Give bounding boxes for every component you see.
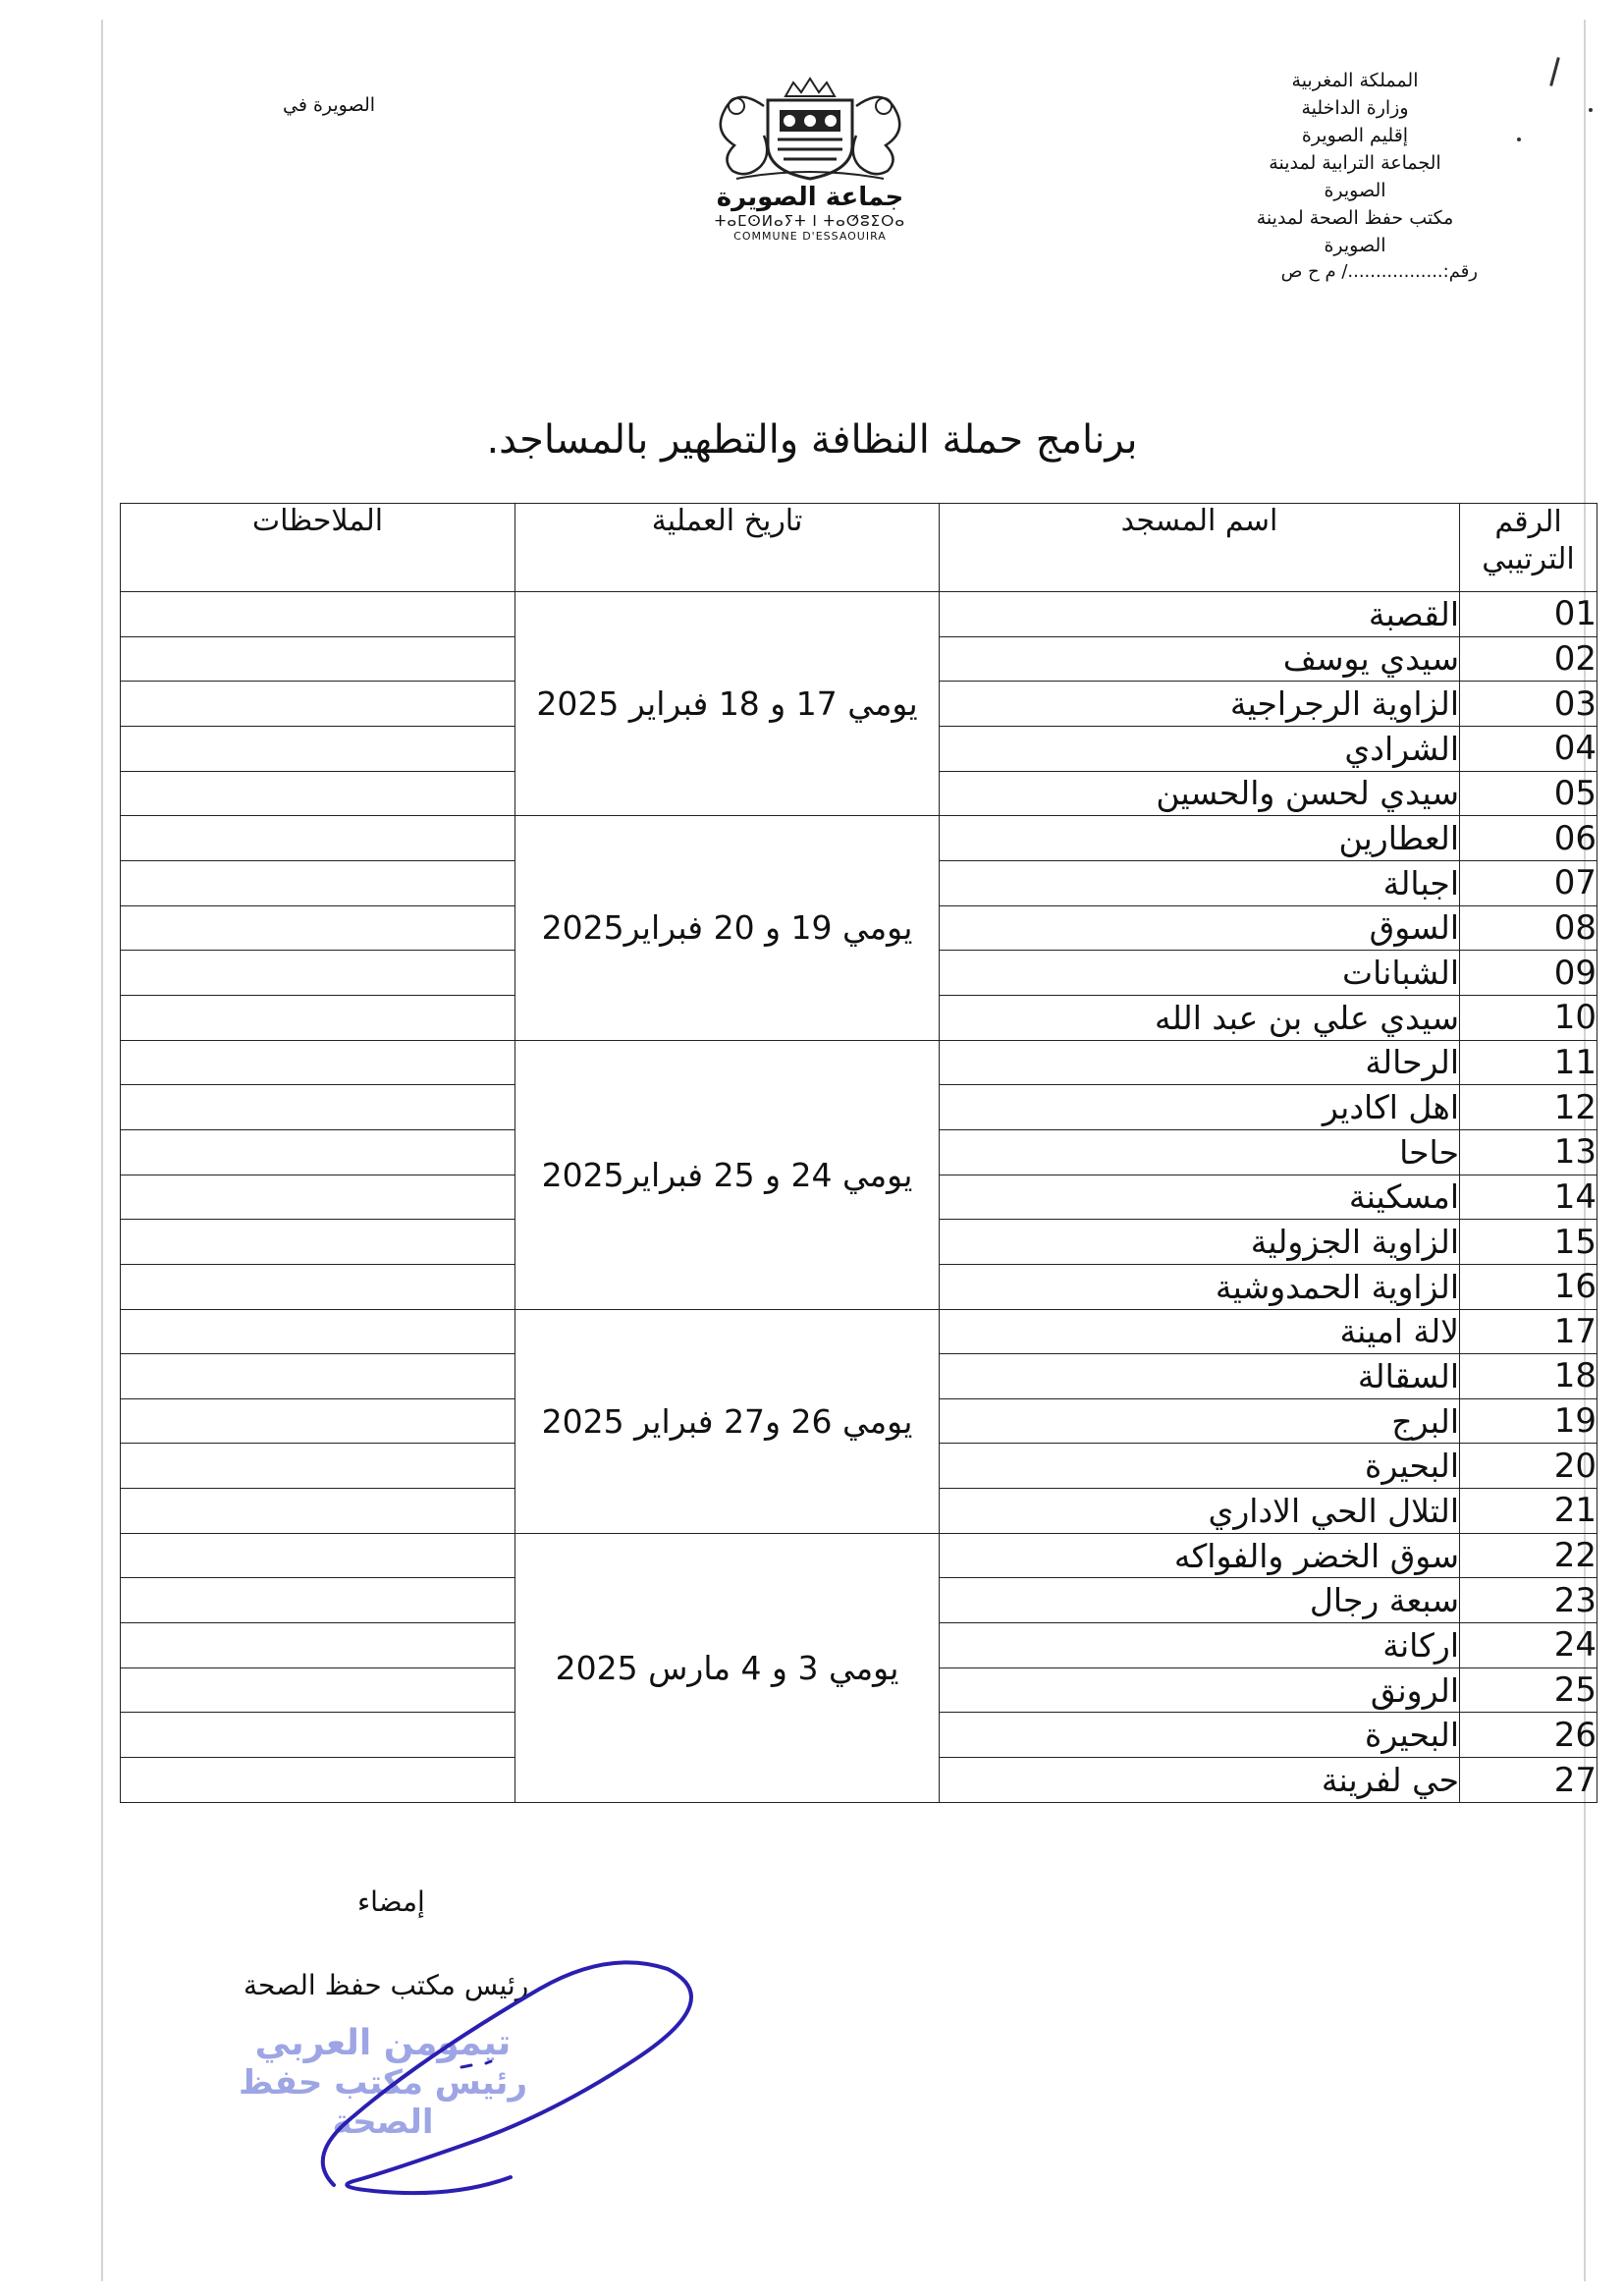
mosque-name: الرحالة bbox=[940, 1040, 1460, 1085]
mosque-name: التلال الحي الاداري bbox=[940, 1489, 1460, 1534]
notes-cell bbox=[121, 1175, 515, 1220]
row-number: 18 bbox=[1460, 1354, 1597, 1399]
notes-cell bbox=[121, 1713, 515, 1758]
mosque-cleaning-schedule-table bbox=[120, 503, 1597, 1803]
notes-cell bbox=[121, 771, 515, 816]
scan-mark bbox=[1549, 57, 1560, 86]
notes-cell bbox=[121, 1264, 515, 1309]
notes-cell bbox=[121, 1533, 515, 1578]
mosque-name: البرج bbox=[940, 1398, 1460, 1444]
operation-date: يومي 26 و27 فبراير 2025 bbox=[515, 1309, 940, 1533]
mosque-name: اجبالة bbox=[940, 860, 1460, 905]
row-number: 04 bbox=[1460, 726, 1597, 771]
signature-label: إمضاء bbox=[357, 1886, 425, 1918]
mosque-name: حي لفرينة bbox=[940, 1758, 1460, 1803]
operation-date: يومي 17 و 18 فبراير 2025 bbox=[515, 592, 940, 816]
notes-cell bbox=[121, 860, 515, 905]
row-number: 22 bbox=[1460, 1533, 1597, 1578]
mosque-name: سوق الخضر والفواكه bbox=[940, 1533, 1460, 1578]
row-number: 25 bbox=[1460, 1667, 1597, 1713]
mosque-name: الرونق bbox=[940, 1667, 1460, 1713]
table-body bbox=[121, 592, 1597, 1803]
operation-date: يومي 24 و 25 فبراير2025 bbox=[515, 1040, 940, 1309]
row-number: 16 bbox=[1460, 1264, 1597, 1309]
document-title: برنامج حملة النظافة والتطهير بالمساجد. bbox=[486, 417, 1138, 463]
table-row bbox=[121, 1309, 1597, 1354]
admin-line: إقليم الصويرة bbox=[1301, 125, 1409, 146]
notes-cell bbox=[121, 905, 515, 951]
notes-cell bbox=[121, 995, 515, 1040]
row-number: 17 bbox=[1460, 1309, 1597, 1354]
emblem-french-text: COMMUNE D'ESSAOUIRA bbox=[733, 230, 887, 243]
notes-cell bbox=[121, 726, 515, 771]
reference-number: رقم:................./ م ح ص bbox=[1280, 261, 1478, 282]
table-row bbox=[121, 1040, 1597, 1085]
notes-cell bbox=[121, 636, 515, 682]
operation-date: يومي 19 و 20 فبراير2025 bbox=[515, 816, 940, 1040]
mosque-name: اركانة bbox=[940, 1623, 1460, 1668]
emblem-tifinagh-text: ⵜⴰⵎⵙⵍⴰⵢⵜ ⵏ ⵜⴰⵚⵓⵉⵔⴰ bbox=[714, 212, 906, 230]
table-row bbox=[121, 1533, 1597, 1578]
table-row bbox=[121, 592, 1597, 637]
admin-line: وزارة الداخلية bbox=[1301, 97, 1409, 119]
admin-line: الجماعة الترابية لمدينة bbox=[1269, 152, 1441, 174]
admin-line: المملكة المغربية bbox=[1291, 70, 1419, 91]
notes-cell bbox=[121, 1489, 515, 1534]
row-number: 26 bbox=[1460, 1713, 1597, 1758]
page-edge-left bbox=[101, 20, 103, 2281]
table-header-row bbox=[121, 504, 1597, 592]
place-date-line: الصويرة في bbox=[283, 94, 376, 116]
mosque-name: الزاوية الجزولية bbox=[940, 1220, 1460, 1265]
admin-line: مكتب حفظ الصحة لمدينة bbox=[1256, 207, 1454, 229]
row-number: 15 bbox=[1460, 1220, 1597, 1265]
row-number: 14 bbox=[1460, 1175, 1597, 1220]
row-number: 20 bbox=[1460, 1444, 1597, 1489]
notes-cell bbox=[121, 1220, 515, 1265]
scan-mark bbox=[1589, 108, 1593, 112]
notes-cell bbox=[121, 1040, 515, 1085]
row-number: 08 bbox=[1460, 905, 1597, 951]
notes-cell bbox=[121, 592, 515, 637]
mosque-name: السقالة bbox=[940, 1354, 1460, 1399]
handwritten-signature bbox=[314, 1949, 766, 2205]
mosque-name: حاحا bbox=[940, 1129, 1460, 1175]
header-notes: الملاحظات bbox=[121, 504, 515, 592]
notes-cell bbox=[121, 1085, 515, 1130]
notes-cell bbox=[121, 816, 515, 861]
mosque-name: الشرادي bbox=[940, 726, 1460, 771]
notes-cell bbox=[121, 1309, 515, 1354]
row-number: 01 bbox=[1460, 592, 1597, 637]
notes-cell bbox=[121, 682, 515, 727]
row-number: 07 bbox=[1460, 860, 1597, 905]
row-number: 03 bbox=[1460, 682, 1597, 727]
admin-line: الصويرة bbox=[1324, 235, 1386, 256]
stamp-title: رئيس مكتب حفظ الصحة bbox=[238, 2063, 528, 2142]
operation-date: يومي 3 و 4 مارس 2025 bbox=[515, 1533, 940, 1802]
mosque-name: العطارين bbox=[940, 816, 1460, 861]
scan-mark bbox=[1517, 137, 1521, 141]
notes-cell bbox=[121, 1578, 515, 1623]
admin-line: الصويرة bbox=[1324, 180, 1386, 201]
notes-cell bbox=[121, 1758, 515, 1803]
row-number: 24 bbox=[1460, 1623, 1597, 1668]
row-number: 05 bbox=[1460, 771, 1597, 816]
row-number: 13 bbox=[1460, 1129, 1597, 1175]
header-number: الرقم الترتيبي bbox=[1460, 504, 1597, 592]
notes-cell bbox=[121, 1354, 515, 1399]
mosque-name: سيدي يوسف bbox=[940, 636, 1460, 682]
row-number: 10 bbox=[1460, 995, 1597, 1040]
commune-emblem bbox=[677, 77, 943, 244]
row-number: 23 bbox=[1460, 1578, 1597, 1623]
mosque-name: الزاوية الحمدوشية bbox=[940, 1264, 1460, 1309]
row-number: 27 bbox=[1460, 1758, 1597, 1803]
row-number: 02 bbox=[1460, 636, 1597, 682]
row-number: 06 bbox=[1460, 816, 1597, 861]
header-operation-date: تاريخ العملية bbox=[515, 504, 940, 592]
notes-cell bbox=[121, 1129, 515, 1175]
header-mosque-name: اسم المسجد bbox=[940, 504, 1460, 592]
mosque-name: سيدي علي بن عبد الله bbox=[940, 995, 1460, 1040]
notes-cell bbox=[121, 1667, 515, 1713]
signatory-office: رئيس مكتب حفظ الصحة bbox=[244, 1969, 529, 2001]
table-row bbox=[121, 816, 1597, 861]
row-number: 21 bbox=[1460, 1489, 1597, 1534]
notes-cell bbox=[121, 951, 515, 996]
mosque-name: لالة امينة bbox=[940, 1309, 1460, 1354]
mosque-name: امسكينة bbox=[940, 1175, 1460, 1220]
mosque-name: سيدي لحسن والحسين bbox=[940, 771, 1460, 816]
emblem-arabic-text: جماعة الصويرة bbox=[716, 183, 904, 212]
row-number: 19 bbox=[1460, 1398, 1597, 1444]
mosque-name: الشبانات bbox=[940, 951, 1460, 996]
mosque-name: سبعة رجال bbox=[940, 1578, 1460, 1623]
coat-of-arms-icon bbox=[677, 77, 943, 185]
row-number: 12 bbox=[1460, 1085, 1597, 1130]
stamp-name: تيمومن العربي bbox=[254, 2023, 512, 2063]
mosque-name: اهل اكادير bbox=[940, 1085, 1460, 1130]
notes-cell bbox=[121, 1623, 515, 1668]
notes-cell bbox=[121, 1398, 515, 1444]
mosque-name: القصبة bbox=[940, 592, 1460, 637]
mosque-name: الزاوية الرجراجية bbox=[940, 682, 1460, 727]
mosque-name: البحيرة bbox=[940, 1444, 1460, 1489]
mosque-name: السوق bbox=[940, 905, 1460, 951]
administrative-header bbox=[1232, 67, 1478, 259]
row-number: 11 bbox=[1460, 1040, 1597, 1085]
row-number: 09 bbox=[1460, 951, 1597, 996]
mosque-name: البحيرة bbox=[940, 1713, 1460, 1758]
notes-cell bbox=[121, 1444, 515, 1489]
